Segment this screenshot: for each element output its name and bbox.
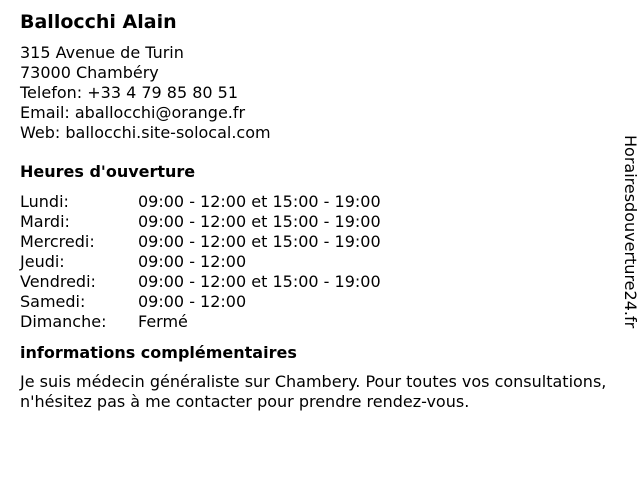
day-label: Samedi: [20, 292, 86, 311]
hours-row-vendredi [20, 272, 620, 292]
time-value: 09:00 - 12:00 [138, 252, 247, 271]
hours-row-jeudi [20, 252, 620, 272]
opening-hours-title: Heures d'ouverture [20, 162, 196, 181]
contact-block [20, 43, 620, 143]
business-card [20, 10, 620, 412]
time-value: Fermé [138, 312, 188, 331]
time-value: 09:00 - 12:00 et 15:00 - 19:00 [138, 192, 381, 211]
hours-row-mercredi [20, 232, 620, 252]
day-label: Dimanche: [20, 312, 107, 331]
address-city: 73000 Chambéry [20, 63, 159, 82]
email-line: Email: aballocchi@orange.fr [20, 103, 246, 122]
day-label: Lundi: [20, 192, 69, 211]
time-value: 09:00 - 12:00 [138, 292, 247, 311]
opening-hours-list [20, 192, 620, 332]
hours-row-lundi [20, 192, 620, 212]
time-value: 09:00 - 12:00 et 15:00 - 19:00 [138, 232, 381, 251]
additional-info-text: Je suis médecin généraliste sur Chambery. Pour toutes vos consultations, n'hésitez pas à me contacter pour prendre rendez-vous. [20, 372, 607, 411]
time-value: 09:00 - 12:00 et 15:00 - 19:00 [138, 272, 381, 291]
site-watermark: Horairesdouverture24.fr [621, 135, 640, 329]
day-label: Mardi: [20, 212, 70, 231]
hours-row-samedi [20, 292, 620, 312]
day-label: Vendredi: [20, 272, 96, 291]
phone-line: Telefon: +33 4 79 85 80 51 [20, 83, 239, 102]
business-name: Ballocchi Alain [20, 11, 177, 33]
additional-info-title: informations complémentaires [20, 343, 297, 362]
hours-row-mardi [20, 212, 620, 232]
time-value: 09:00 - 12:00 et 15:00 - 19:00 [138, 212, 381, 231]
day-label: Mercredi: [20, 232, 95, 251]
address-street: 315 Avenue de Turin [20, 43, 184, 62]
web-line: Web: ballocchi.site-solocal.com [20, 123, 271, 142]
day-label: Jeudi: [20, 252, 65, 271]
hours-row-dimanche [20, 312, 620, 332]
